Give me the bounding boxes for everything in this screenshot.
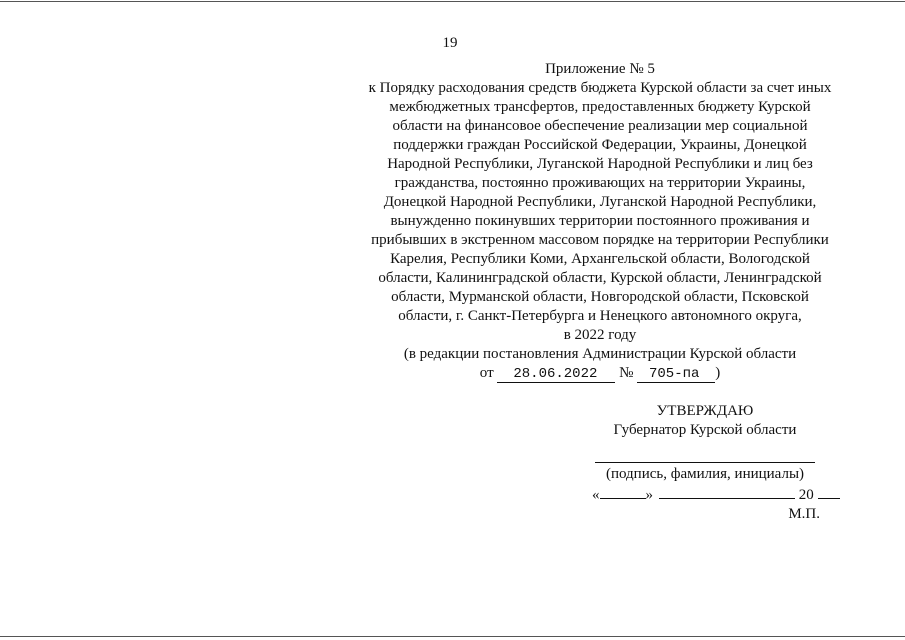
- revision-number: 705-па: [637, 367, 715, 383]
- appendix-line: к Порядку расходования средств бюджета Курской области за счет иных: [368, 80, 832, 96]
- approval-title: УТВЕРЖДАЮ: [656, 403, 754, 419]
- appendix-line: вынужденно покинувших территории постоянного проживания и: [390, 213, 810, 229]
- appendix-line: области, Мурманской области, Новгородской области, Псковской: [391, 289, 809, 305]
- appendix-line: Карелия, Республики Коми, Архангельской области, Вологодской: [390, 251, 810, 267]
- appendix-header: [350, 60, 850, 383]
- revision-from-label: от: [479, 365, 494, 381]
- year-blank: [818, 484, 840, 499]
- appendix-year-line: в 2022 году: [563, 327, 637, 343]
- appendix-line: поддержки граждан Российской Федерации, Украины, Донецкой: [393, 137, 807, 153]
- approval-block: [585, 402, 825, 524]
- signature-caption: (подпись, фамилия, инициалы): [605, 466, 805, 482]
- appendix-line: Донецкой Народной Республики, Луганской Народной Республики,: [383, 194, 817, 210]
- year-prefix: 20: [798, 487, 814, 503]
- revision-closing: ): [715, 365, 721, 381]
- approval-position: Губернатор Курской области: [613, 422, 797, 438]
- month-blank: [659, 484, 795, 499]
- stamp-place: М.П.: [788, 506, 820, 522]
- appendix-line: области, г. Санкт-Петербурга и Ненецкого автономного округа,: [398, 308, 802, 324]
- appendix-line: Народной Республики, Луганской Народной Республики и лиц без: [387, 156, 813, 172]
- signature-line: [595, 448, 815, 463]
- page-number: 19: [442, 35, 458, 51]
- appendix-line: области на финансовое обеспечение реализации мер социальной: [392, 118, 808, 134]
- quote-close: »: [645, 487, 653, 503]
- appendix-line: гражданства, постоянно проживающих на территории Украины,: [394, 175, 806, 191]
- appendix-line: межбюджетных трансфертов, предоставленных бюджету Курской: [389, 99, 811, 115]
- appendix-line: прибывших в экстренном массовом порядке на территории Республики: [371, 232, 829, 248]
- revision-number-label: №: [619, 365, 634, 381]
- page-top-edge: [0, 1, 905, 2]
- approval-date-row: [592, 484, 825, 505]
- appendix-line: области, Калининградской области, Курской области, Ленинградской: [378, 270, 822, 286]
- revision-note: (в редакции постановления Администрации Курской области: [403, 346, 797, 362]
- day-blank: [600, 484, 646, 499]
- revision-reference: [350, 364, 850, 383]
- quote-open: «: [592, 487, 600, 503]
- appendix-title: Приложение № 5: [545, 61, 655, 77]
- page-bottom-edge: [0, 636, 905, 637]
- revision-date: 28.06.2022: [497, 367, 615, 383]
